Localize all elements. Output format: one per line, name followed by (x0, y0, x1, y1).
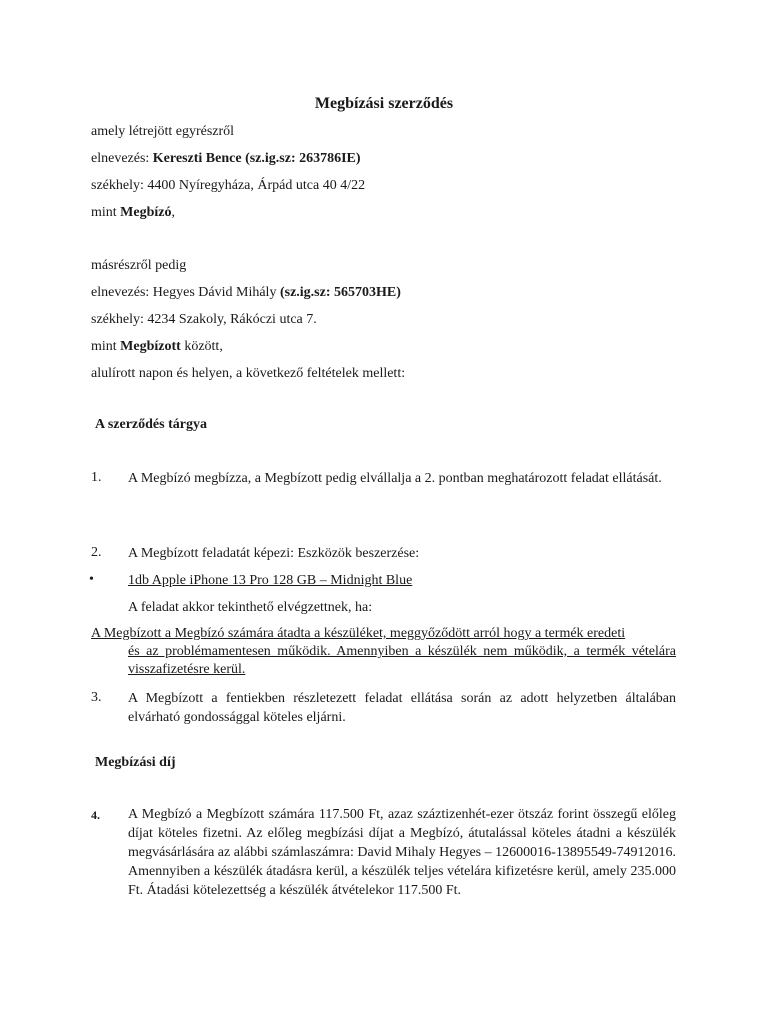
party1-seat-line (91, 177, 365, 195)
intro-line-2: másrészről pedig (91, 258, 187, 273)
item-2-number: 2. (91, 545, 102, 560)
party1-role: Megbízó (120, 205, 172, 220)
party2-name: Hegyes Dávid Mihály (152, 285, 280, 300)
party2-role: Megbízott (120, 339, 181, 354)
party1-role-suffix: , (171, 205, 175, 220)
task-condition-first-line: A Megbízott a Megbízó számára átadta a készüléket, meggyőződött arról hogy a termék eredeti (91, 626, 626, 641)
bullet-icon: • (89, 572, 94, 587)
party1-seat-label: székhely: (91, 178, 148, 193)
item-2-text: A Megbízott feladatát képezi: Eszközök beszerzése: (128, 546, 420, 561)
bullet-item-text: 1db Apple iPhone 13 Pro 128 GB – Midnight Blue (128, 573, 413, 588)
section-heading-fee: Megbízási díj (95, 755, 176, 770)
party1-role-prefix: mint (91, 205, 121, 220)
item-1-number: 1. (91, 470, 102, 485)
party1-seat: 4400 Nyíregyháza, Árpád utca 40 4/22 (147, 178, 366, 193)
item-1-text: A Megbízó megbízza, a Megbízott pedig elvállalja a 2. pontban meghatározott feladat ellátását. (128, 471, 662, 486)
party1-name-label: elnevezés: (91, 151, 153, 166)
item-4-number: 4. (91, 808, 100, 822)
item-4-text: A Megbízó a Megbízott számára 117.500 Ft, azaz száztizenhét-ezer ötszáz forint összegű előleg díjat köteles fizetni. Az előleg megbízási díjat a Megbízó, átutalással köteles átadni a készülék megvásárlására az alábbi számlaszámra: David Mihaly Hegyes – 12600016-13895549-74912016. Amennyiben a készülék átadásra kerül, a készülék teljes vételára kifizetésre kerül, amely 235.000 Ft. Átadási kötelezettség a készülék átvételekor 117.500 Ft. (128, 807, 676, 898)
party2-role-line (91, 338, 223, 356)
party1-id: (sz.ig.sz: 263786IE) (245, 151, 361, 166)
task-done-text: A feladat akkor tekinthető elvégzettnek, ha: (128, 600, 373, 615)
party2-seat-label: székhely: (91, 312, 148, 327)
intro-line-1: amely létrejött egyrészről (91, 124, 235, 139)
task-condition-rest: és az problémamentesen működik. Amennyiben a készülék nem működik, a termék vételára visszafizetésre kerül. (128, 644, 676, 677)
party2-seat: 4234 Szakoly, Rákóczi utca 7. (147, 312, 317, 327)
conditions-line: alulírott napon és helyen, a következő feltételek mellett: (91, 366, 406, 381)
item-3-number: 3. (91, 690, 102, 705)
party2-role-suffix: között, (180, 339, 223, 354)
task-condition-text (91, 625, 676, 679)
party1-role-line (91, 204, 175, 222)
party2-id: (sz.ig.sz: 565703HE) (279, 285, 401, 300)
item-3-text: A Megbízott a fentiekben részletezett feladat ellátása során az adott helyzetben általában elvárható gondossággal köteles eljárni. (128, 691, 676, 725)
party2-name-label: elnevezés: (91, 285, 153, 300)
document-title: Megbízási szerződés (314, 95, 454, 112)
party1-name-line (91, 150, 361, 168)
party1-name: Kereszti Bence (152, 151, 242, 166)
section-heading-subject: A szerződés tárgya (95, 417, 207, 432)
party2-name-line (91, 284, 401, 302)
party2-role-prefix: mint (91, 339, 121, 354)
party2-seat-line (91, 311, 317, 329)
